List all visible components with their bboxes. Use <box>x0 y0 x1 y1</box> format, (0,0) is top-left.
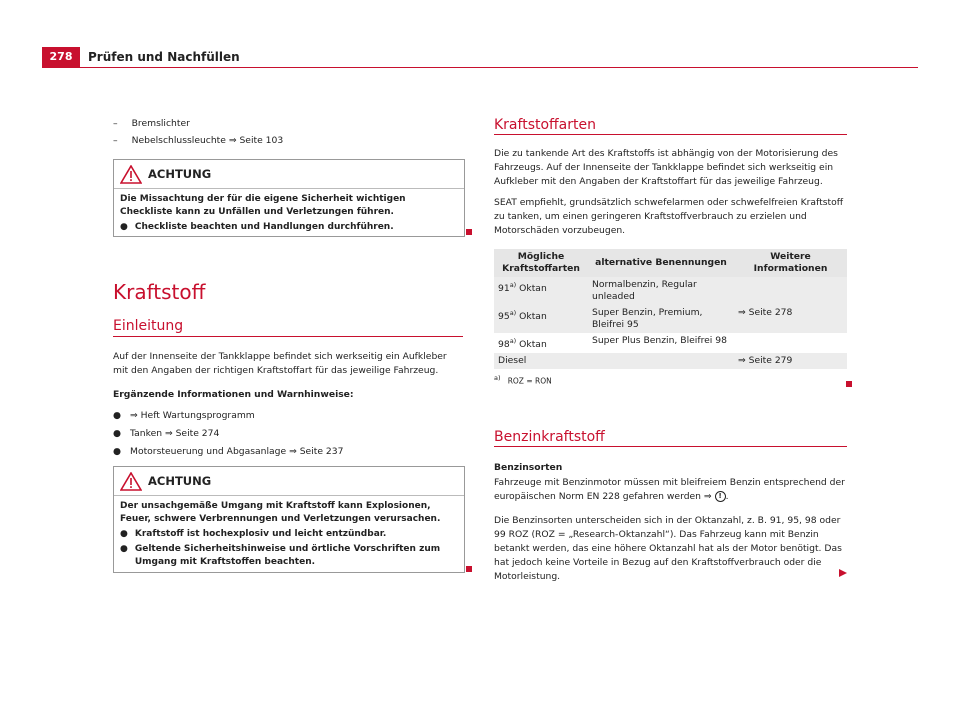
intro-paragraph: Auf der Innenseite der Tankklappe befindet sich werkseitig ein Aufkleber mit den Angaben der richtigen Kraftstoffart für das jeweilige Fahrzeug. <box>113 351 447 376</box>
dash-item: – Nebelschlussleuchte ⇒ Seite 103 <box>113 135 284 146</box>
kraftstoffarten-rule <box>494 134 847 135</box>
warning-header <box>114 160 464 189</box>
warning-title: ACHTUNG <box>148 474 212 488</box>
extra-info-list <box>113 405 458 459</box>
page-number: 278 <box>42 47 80 67</box>
warning-bullet: ● Checkliste beachten und Handlungen durchführen. <box>120 222 394 232</box>
paragraph-octane: Die Benzinsorten unterscheiden sich in der Oktanzahl, z. B. 91, 95, 98 oder 99 ROZ (ROZ = „Research-Oktanzahl“). Das Fahrzeug kann mit Benzin betankt werden, das eine höhere Oktanzahl hat als der Motor benötigt. Das hat jedoch keine Vorteile in Bezug auf den Kraftstoffverbrauch oder die Motorleistung. <box>494 515 842 582</box>
warning-bullet: ● Kraftstoff ist hochexplosiv und leicht entzündbar. <box>120 529 387 539</box>
page-title: Prüfen und Nachfüllen <box>88 50 240 64</box>
paragraph-fuel-type: Die zu tankende Art des Kraftstoffs ist abhängig von der Motorisierung des Fahrzeugs. Auf der Innenseite der Tankklappe befindet sich werkseitig ein Aufkleber mit den Angaben der Kraftstoffart für das jeweilige Fahrzeug. <box>494 148 838 187</box>
paragraph-seat-recommendation: SEAT empfiehlt, grundsätzlich schwefelarmen oder schwefelfreien Kraftstoff zu tanken, um einen geringeren Kraftstoffverbrauch zu erzielen und Motorschäden vorzubeugen. <box>494 197 844 236</box>
continue-arrow-icon <box>838 568 848 578</box>
warning-box-checklist <box>113 159 465 237</box>
fuel-table <box>494 249 847 369</box>
kraftstoffarten-title: Kraftstoffarten <box>494 117 596 133</box>
extra-info-title: Ergänzende Informationen und Warnhinweise: <box>113 389 354 400</box>
benzinkraftstoff-title: Benzinkraftstoff <box>494 429 605 445</box>
table-row: 95$^{a)}$ Oktan Super Benzin, Premium, Bleifrei 95 ⇒ Seite 278 <box>494 305 847 333</box>
warning-bullet: ● Geltende Sicherheitshinweise und örtliche Vorschriften zum Umgang mit Kraftstoffen beachten. <box>120 544 441 567</box>
paragraph-en228: Fahrzeuge mit Benzinmotor müssen mit bleifreiem Benzin entsprechend der europäischen Norm EN 228 gefahren werden ⇒ ! . <box>494 477 845 502</box>
subsection-rule <box>113 336 463 337</box>
warning-title: ACHTUNG <box>148 167 212 181</box>
end-mark <box>466 229 472 235</box>
note-circle-icon: ! <box>715 491 726 502</box>
list-item: ● ⇒ Heft Wartungsprogramm <box>113 410 255 421</box>
benzinkraftstoff-rule <box>494 446 847 447</box>
dash-list <box>113 117 463 148</box>
list-item: ● Motorsteuerung und Abgasanlage ⇒ Seite 237 <box>113 446 344 457</box>
list-item: ● Tanken ⇒ Seite 274 <box>113 428 220 439</box>
end-mark <box>466 566 472 572</box>
table-row: 91$^{a)}$ Oktan Normalbenzin, Regular unleaded <box>494 277 847 305</box>
header-rule <box>42 67 918 68</box>
table-row: 98$^{a)}$ Oktan Super Plus Benzin, Bleifrei 98 <box>498 335 727 351</box>
table-footnote: $^{a)}$ ROZ = RON <box>494 374 552 386</box>
section-title: Kraftstoff <box>113 280 206 304</box>
dash-item: – Bremslichter <box>113 118 190 129</box>
fuel-table-wrapper <box>494 249 847 386</box>
benzinsorten-heading: Benzinsorten <box>494 462 563 473</box>
table-header: alternative Benennungen <box>588 249 734 277</box>
table-header: Weitere Informationen <box>734 249 847 277</box>
warning-triangle-icon <box>120 165 142 184</box>
warning-box-fuel <box>113 466 465 573</box>
table-row: Diesel ⇒ Seite 279 <box>494 353 847 369</box>
end-mark <box>846 381 852 387</box>
warning-header <box>114 467 464 496</box>
subsection-title: Einleitung <box>113 318 184 334</box>
warning-text: Der unsachgemäße Umgang mit Kraftstoff kann Explosionen, Feuer, schwere Verbrennungen und Verletzungen verursachen. <box>120 501 441 524</box>
table-header: Mögliche Kraftstoffarten <box>494 249 588 277</box>
warning-text: Die Missachtung der für die eigene Sicherheit wichtigen Checkliste kann zu Unfällen und Verletzungen führen. <box>120 194 406 217</box>
warning-triangle-icon <box>120 472 142 491</box>
